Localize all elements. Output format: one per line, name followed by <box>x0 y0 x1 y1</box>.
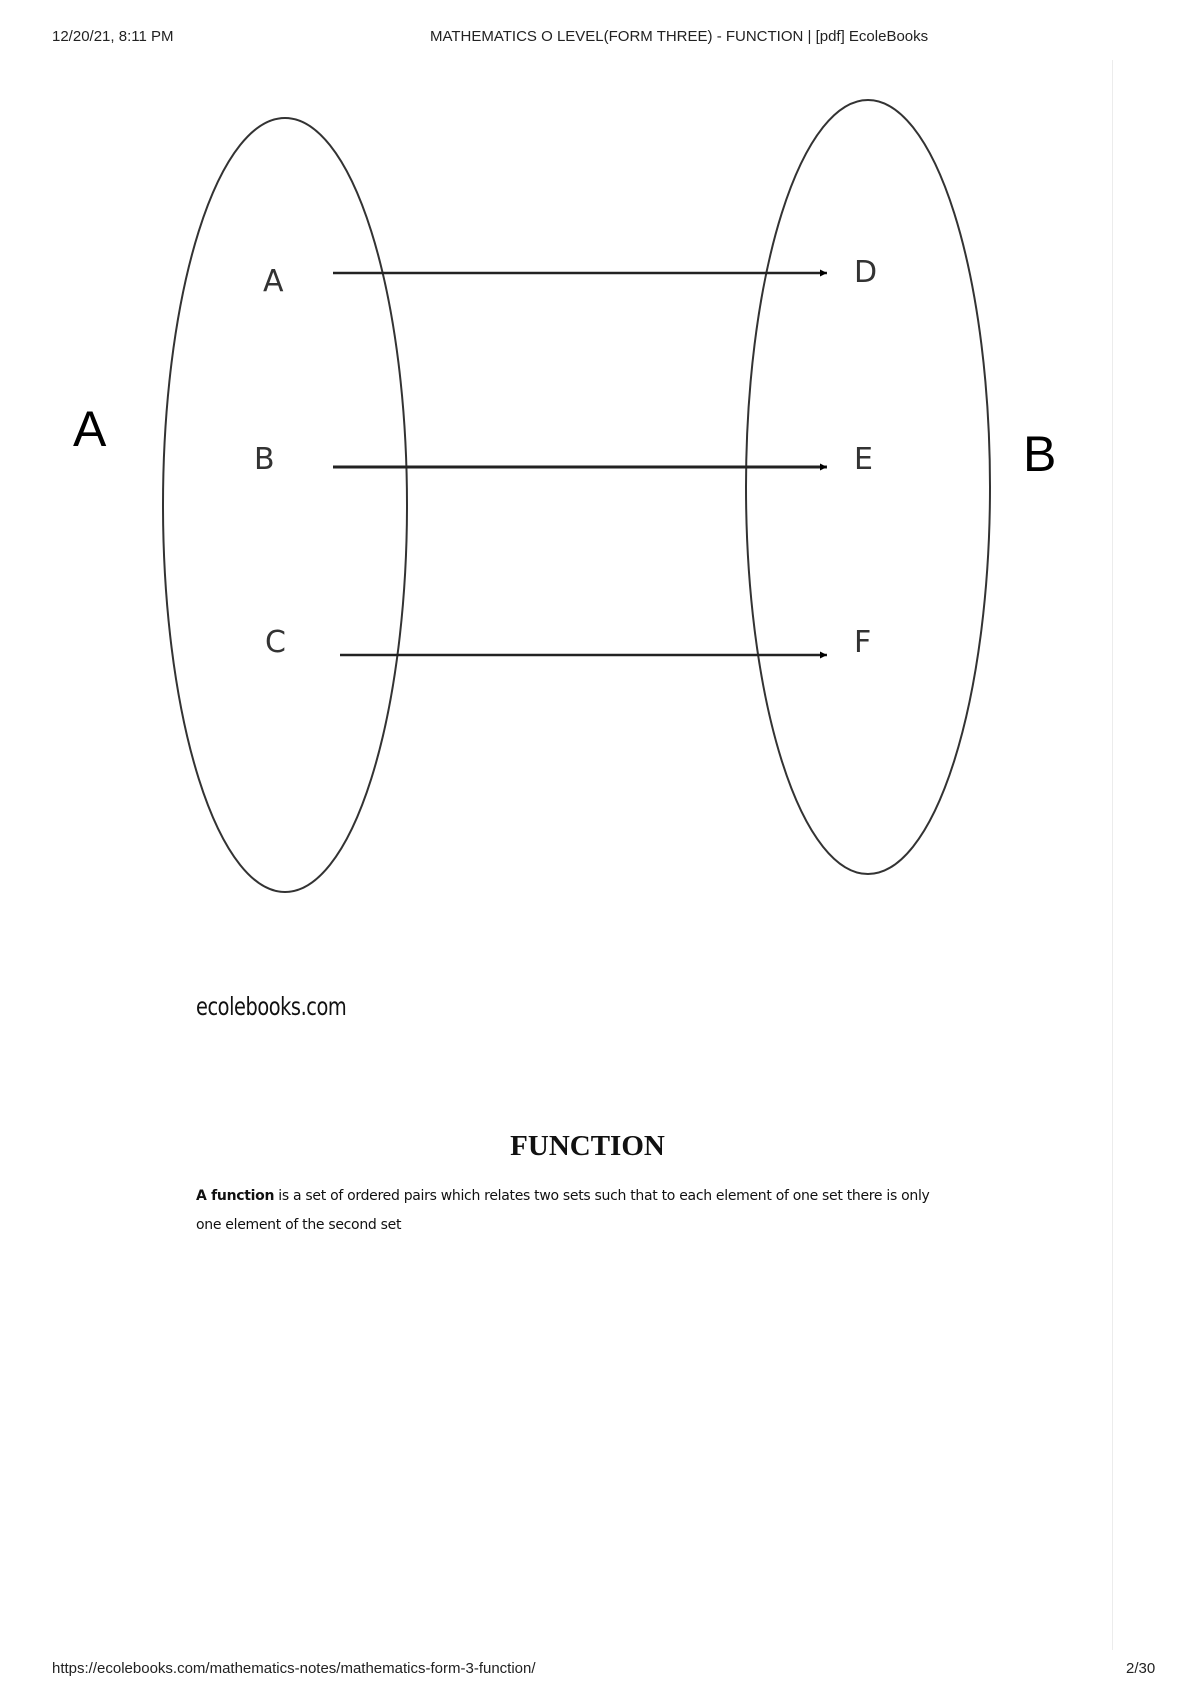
set-a-element: B <box>254 442 275 477</box>
section-heading: FUNCTION <box>510 1130 665 1162</box>
set-b-element: D <box>854 255 878 290</box>
set-a-ellipse <box>163 118 407 892</box>
set-b-ellipse <box>746 100 990 874</box>
set-a-element: C <box>265 625 286 660</box>
watermark-brand: ecolebooks.com <box>196 992 347 1021</box>
set-a-label: A <box>73 401 107 457</box>
set-b-element: F <box>854 625 872 660</box>
header-datetime: 12/20/21, 8:11 PM <box>52 28 174 45</box>
footer-page-number: 2/30 <box>1126 1660 1156 1677</box>
definition-text-line2: one element of the second set <box>196 1217 402 1233</box>
set-b-element: E <box>854 442 873 477</box>
header-title: MATHEMATICS O LEVEL(FORM THREE) - FUNCTION | [pdf] EcoleBooks <box>430 28 929 45</box>
definition-text-line1: is a set of ordered pairs which relates two sets such that to each element of one set there is only <box>274 1188 930 1204</box>
set-b-label: B <box>1023 426 1057 482</box>
footer-url: https://ecolebooks.com/mathematics-notes/mathematics-form-3-function/ <box>52 1660 536 1677</box>
defined-term: A function <box>196 1188 275 1204</box>
function-definition <box>196 1182 976 1240</box>
set-a-element: A <box>263 264 284 299</box>
